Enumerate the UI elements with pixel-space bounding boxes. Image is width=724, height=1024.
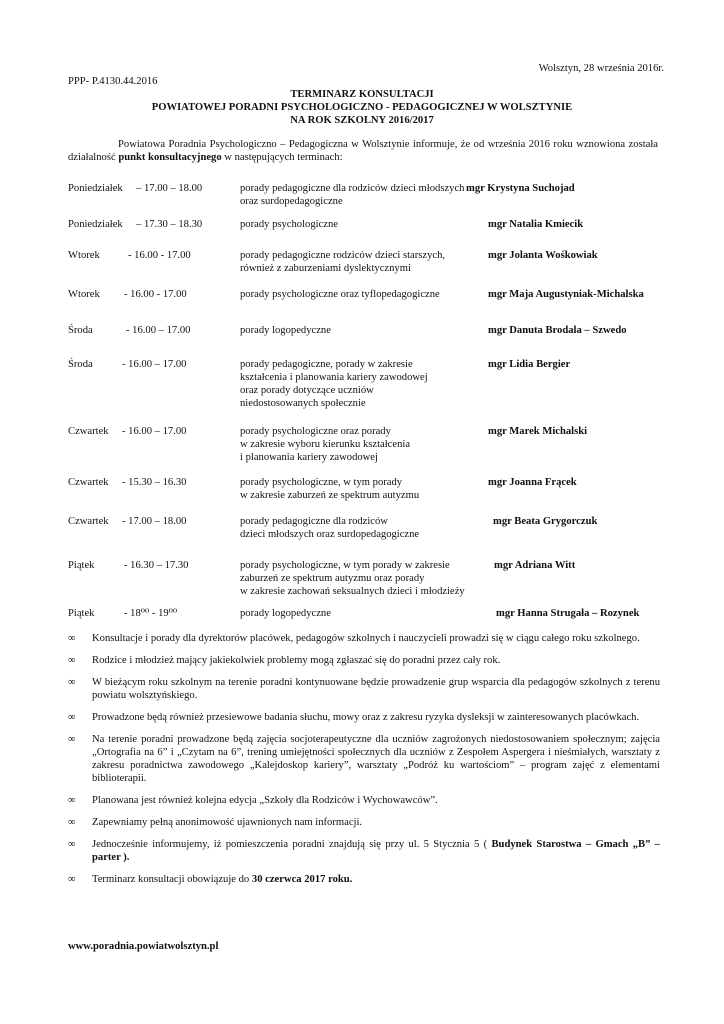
infinity-bullet-icon: ∞	[68, 839, 76, 850]
schedule-day: Wtorek	[68, 250, 100, 261]
schedule-day: Poniedziałek	[68, 219, 123, 230]
schedule-desc-line: oraz porady dotyczące uczniów	[240, 385, 374, 396]
schedule-person: mgr Natalia Kmiecik	[488, 219, 584, 230]
intro-bold: punkt konsultacyjnego	[118, 152, 222, 163]
schedule-desc-line: niedostosowanych społecznie	[240, 398, 366, 409]
list-item: ∞ W bieżącym roku szkolnym na terenie poradni kontynuowane będzie prowadzenie grup wsparcia dla pedagogów szkolnych z terenu powiatu wolsztyńskiego.	[68, 677, 660, 701]
schedule-person: mgr Hanna Strugała – Rozynek	[496, 608, 640, 619]
schedule-desc-line: oraz surdopedagogiczne	[240, 196, 343, 207]
schedule-person: mgr Lidia Bergier	[488, 359, 571, 370]
schedule-desc-line: i planowania kariery zawodowej	[240, 452, 378, 463]
list-item: ∞ Planowana jest również kolejna edycja „Szkoły dla Rodziców i Wychowawców”.	[68, 795, 438, 806]
reference-number: PPP- P.4130.44.2016	[68, 76, 158, 87]
schedule-desc-line: porady psychologiczne, w tym porady	[240, 477, 403, 488]
schedule-time: - 16.00 – 17.00	[122, 359, 187, 370]
schedule-desc-line: porady logopedyczne	[240, 325, 331, 336]
list-item: ∞ Prowadzone będą również przesiewowe badania słuchu, mowy oraz z zakresu ryzyka dysleksji w zainteresowanych placówkach.	[68, 712, 640, 723]
schedule-person: mgr Joanna Frącek	[488, 477, 577, 488]
list-item: ∞ Jednocześnie informujemy, iż pomieszczenia poradni znajdują się przy ul. 5 Stycznia 5 ( Budynek Starostwa – Gmach „B” – parter ).	[68, 839, 660, 863]
list-item: ∞ Terminarz konsultacji obowiązuje do 30 czerwca 2017 roku.	[68, 874, 353, 885]
schedule-day: Piątek	[68, 560, 95, 571]
intro-paragraph	[68, 138, 658, 164]
list-item: ∞ Na terenie poradni prowadzone będą zajęcia socjoterapeutyczne dla uczniów zagrożonych niedostosowaniem społecznym; zajęcia „Ortografia na 6” i „Czytam na 6”, trening umiejętności społecznych dla uczniów z Zespołem Aspergera i nieśmiałych, warsztaty z zakresu poradnictwa zawodowego „Kalejdoskop kariery”, warsztaty „Podróż ku wartościom” – program zajęć z elementami biblioterapii.	[68, 734, 660, 784]
document-date: Wolsztyn, 28 września 2016r.	[538, 63, 664, 74]
schedule-time: - 15.30 – 16.30	[122, 477, 187, 488]
schedule-person: mgr Adriana Witt	[494, 560, 576, 571]
schedule-desc-line: porady pedagogiczne dla rodziców dzieci młodszych	[240, 183, 465, 194]
schedule-desc-line: kształcenia i planowania kariery zawodowej	[240, 372, 428, 383]
schedule-time: - 16.00 - 17.00	[124, 289, 187, 300]
intro-text-1: Powiatowa Poradnia Psychologiczno – Pedagogiczna w Wolsztynie informuje, że od września 2016 roku wznowiona została działalność	[68, 139, 658, 163]
schedule-desc-line: porady logopedyczne	[240, 608, 331, 619]
schedule-desc-line: porady psychologiczne, w tym porady w zakresie	[240, 560, 450, 571]
schedule-time: - 16.30 – 17.30	[124, 560, 189, 571]
infinity-bullet-icon: ∞	[68, 712, 76, 723]
infinity-bullet-icon: ∞	[68, 677, 76, 688]
info-list	[68, 632, 660, 895]
website-link[interactable]: www.poradnia.powiatwolsztyn.pl	[68, 941, 219, 952]
infinity-bullet-icon: ∞	[68, 655, 76, 666]
schedule-desc-line: zaburzeń ze spektrum autyzmu oraz porady	[240, 573, 425, 584]
schedule-desc-line: porady pedagogiczne rodziców dzieci starszych,	[240, 250, 446, 261]
schedule-time: - 16.00 – 17.00	[126, 325, 191, 336]
infinity-bullet-icon: ∞	[68, 817, 76, 828]
schedule-person: mgr Danuta Brodala – Szwedo	[488, 325, 627, 336]
schedule-day: Środa	[68, 325, 93, 336]
infinity-bullet-icon: ∞	[68, 874, 76, 885]
title-line-1: TERMINARZ KONSULTACJI	[290, 89, 434, 100]
schedule-day: Piątek	[68, 608, 95, 619]
schedule-desc-line: również z zaburzeniami dyslektycznymi	[240, 263, 411, 274]
list-item: ∞ Rodzice i młodzież mający jakiekolwiek problemy mogą zgłaszać się do poradni przez cały rok.	[68, 655, 501, 666]
list-item: ∞ Zapewniamy pełną anonimowość ujawnionych nam informacji.	[68, 817, 363, 828]
infinity-bullet-icon: ∞	[68, 734, 76, 745]
schedule-desc-line: w zakresie zaburzeń ze spektrum autyzmu	[240, 490, 420, 501]
schedule-desc-line: porady pedagogiczne dla rodziców	[240, 516, 388, 527]
infinity-bullet-icon: ∞	[68, 633, 76, 644]
schedule-person: mgr Maja Augustyniak-Michalska	[488, 289, 644, 300]
schedule-person: mgr Jolanta Wośkowiak	[488, 250, 598, 261]
schedule-time: – 17.00 – 18.00	[136, 183, 203, 194]
schedule-day: Czwartek	[68, 477, 109, 488]
title-line-3: NA ROK SZKOLNY 2016/2017	[290, 115, 434, 126]
schedule-time: - 18⁰⁰ - 19⁰⁰	[124, 608, 178, 619]
schedule-day: Czwartek	[68, 426, 109, 437]
schedule-day: Czwartek	[68, 516, 109, 527]
schedule-day: Środa	[68, 359, 93, 370]
schedule-person: mgr Krystyna Suchojad	[466, 183, 575, 194]
infinity-bullet-icon: ∞	[68, 795, 76, 806]
schedule-time: – 17.30 – 18.30	[136, 219, 203, 230]
schedule-time: - 16.00 – 17.00	[122, 426, 187, 437]
schedule-desc-line: dzieci młodszych oraz surdopedagogiczne	[240, 529, 420, 540]
schedule-day: Wtorek	[68, 289, 100, 300]
schedule-time: - 17.00 – 18.00	[122, 516, 187, 527]
schedule-desc-line: porady psychologiczne oraz tyflopedagogiczne	[240, 289, 440, 300]
title-line-2: POWIATOWEJ PORADNI PSYCHOLOGICZNO - PEDAGOGICZNEJ W WOLSZTYNIE	[151, 102, 573, 113]
schedule-desc-line: porady psychologiczne oraz porady	[240, 426, 391, 437]
schedule-desc-line: porady psychologiczne	[240, 219, 338, 230]
schedule-person: mgr Marek Michalski	[488, 426, 588, 437]
list-item: ∞ Konsultacje i porady dla dyrektorów placówek, pedagogów szkolnych i nauczycieli prowadzi się w ciągu całego roku szkolnego.	[68, 633, 640, 644]
schedule-person: mgr Beata Grygorczuk	[493, 516, 598, 527]
schedule-desc-line: w zakresie wyboru kierunku kształcenia	[240, 439, 411, 450]
intro-text-2: w następujących terminach:	[224, 152, 343, 163]
schedule-time: - 16.00 - 17.00	[128, 250, 191, 261]
schedule-desc-line: w zakresie zachowań seksualnych dzieci i młodzieży	[240, 586, 465, 597]
schedule-desc-line: porady pedagogiczne, porady w zakresie	[240, 359, 413, 370]
schedule-day: Poniedziałek	[68, 183, 123, 194]
